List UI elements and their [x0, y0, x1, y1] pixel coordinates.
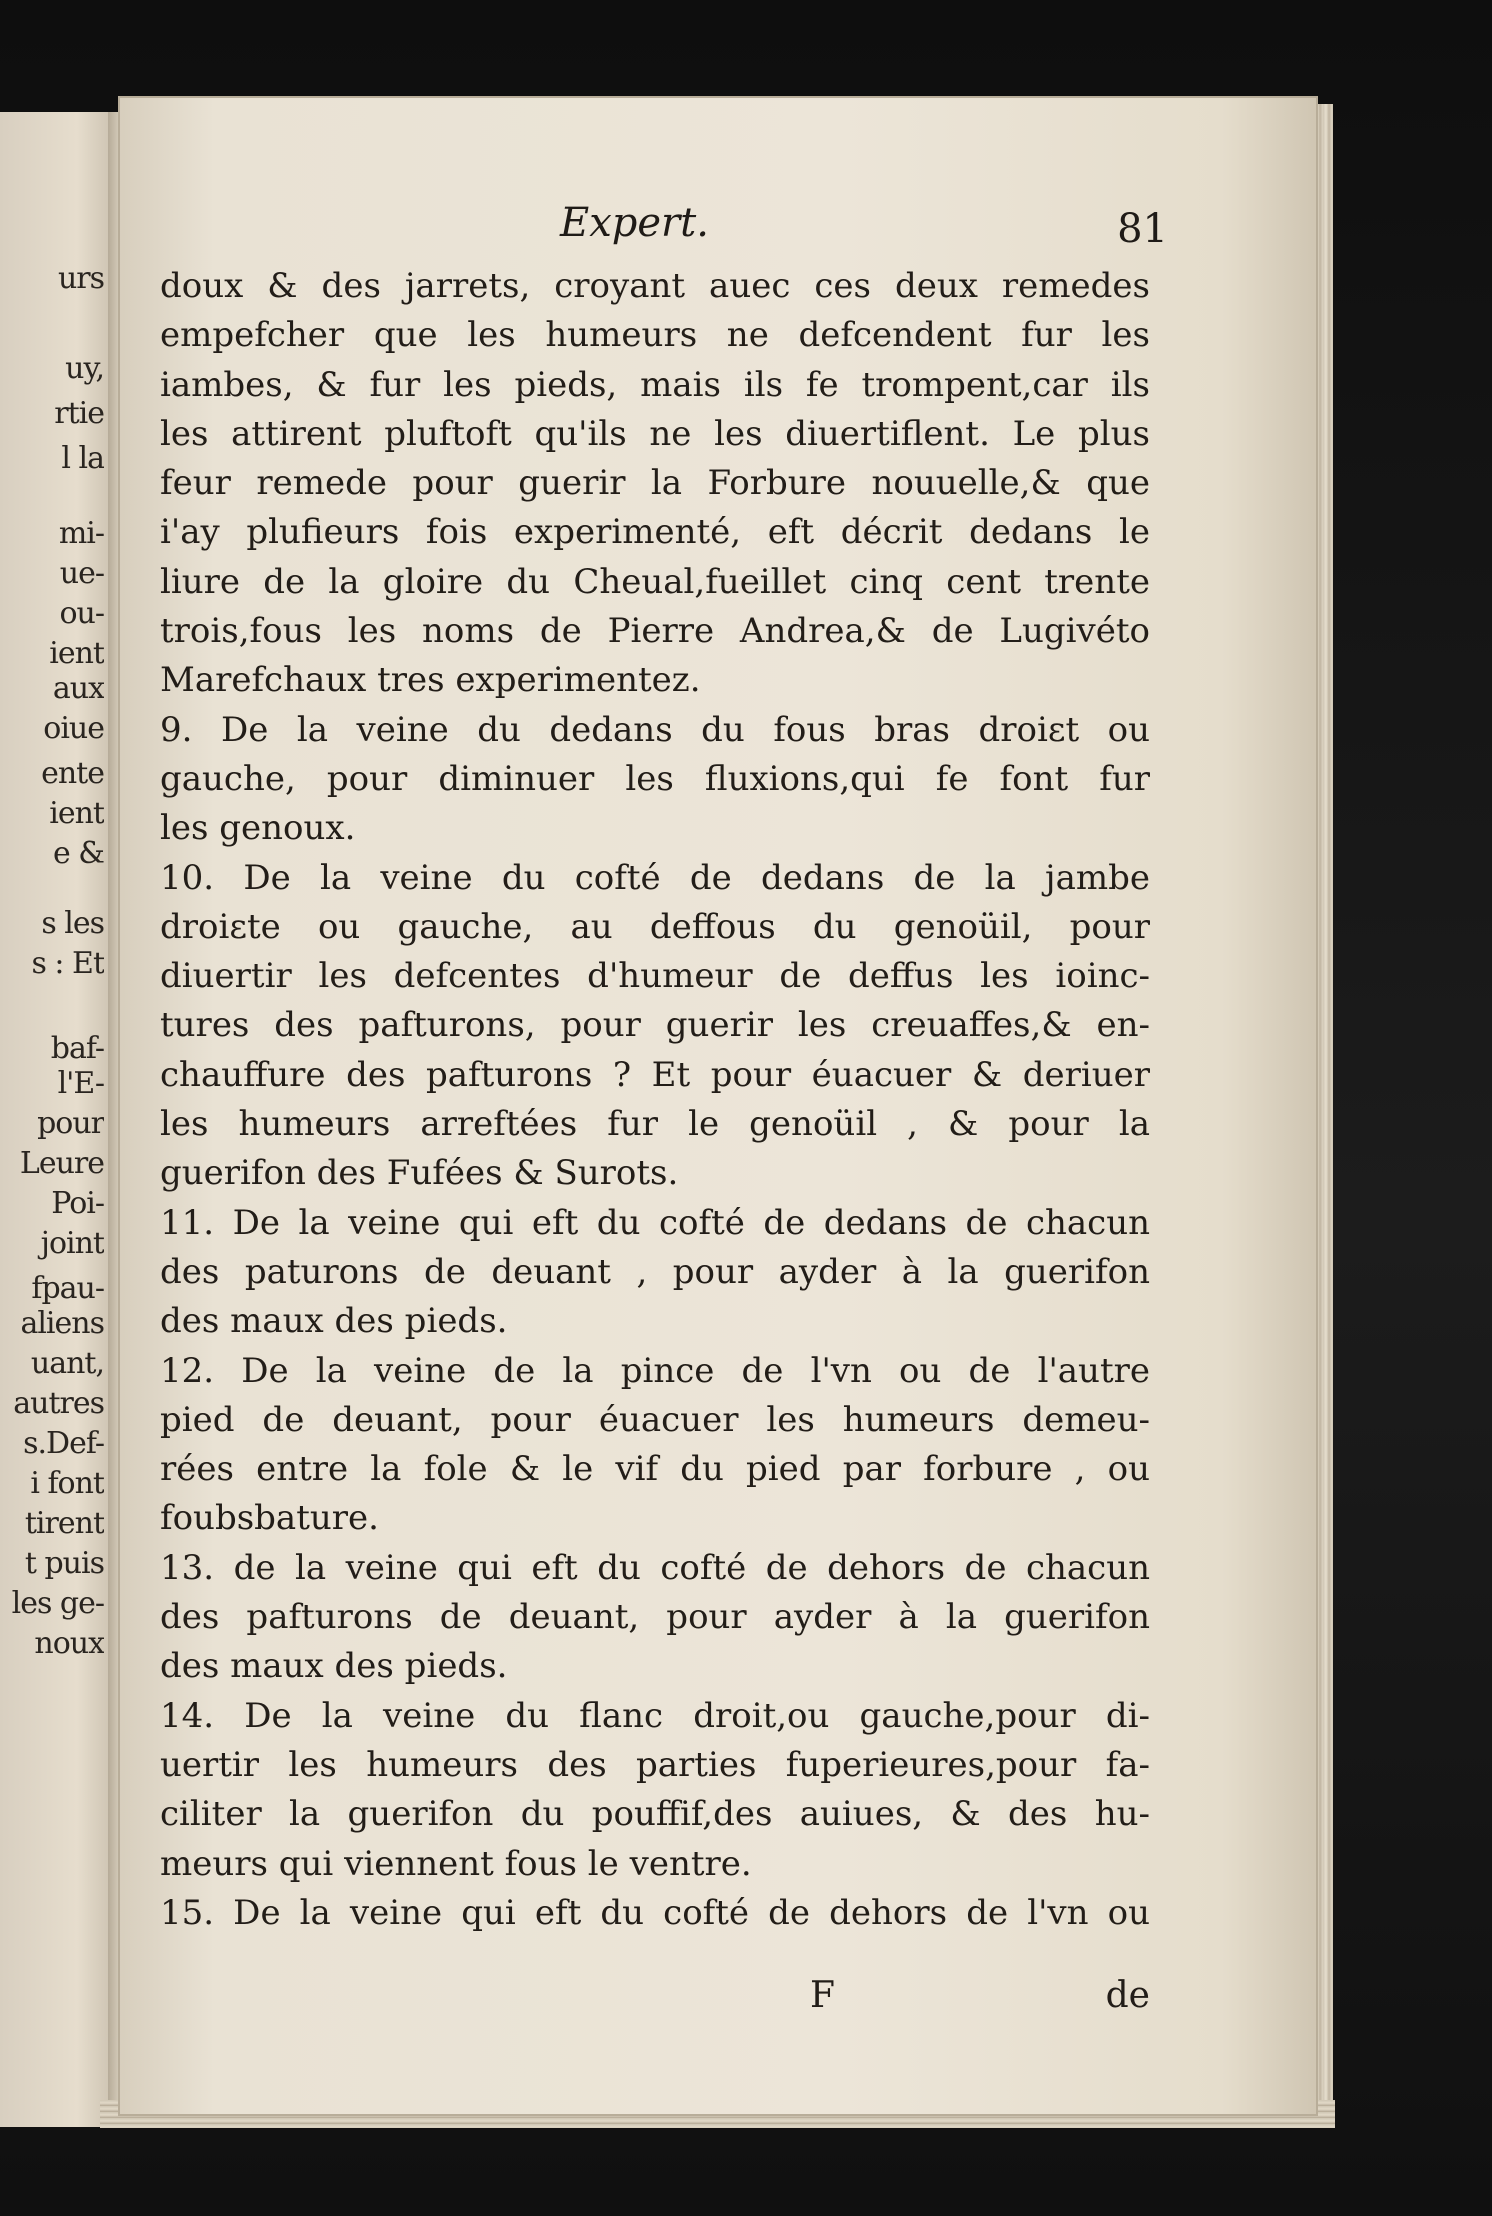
- page-number: 81: [1117, 206, 1168, 252]
- facing-page-fragment: s.Def-: [23, 1427, 104, 1461]
- facing-page-fragment: s les: [41, 907, 104, 941]
- text-line: doux & des jarrets, croyant auec ces deux remedes: [160, 266, 1150, 306]
- text-line: i'ay plufieurs fois experimenté, eft décrit dedans le: [160, 512, 1150, 553]
- text-line: des paturons de deuant , pour ayder à la guerifon: [160, 1251, 1150, 1292]
- text-line: 14. De la veine du flanc droit,ou gauche,pour di-: [160, 1695, 1150, 1736]
- text-line: diuertir les defcentes d'humeur de deffus les ioinc-: [160, 956, 1150, 997]
- catchword: de: [1105, 1975, 1150, 2016]
- facing-page-fragment: ente: [41, 757, 104, 791]
- text-line: liure de la gloire du Cheual,fueillet cinq cent trente: [160, 561, 1150, 602]
- facing-page-left: [0, 112, 112, 2127]
- facing-page-fragment: l'E-: [57, 1067, 104, 1101]
- facing-page-fragment: Poi-: [51, 1187, 104, 1221]
- facing-page-fragment: mi-: [58, 517, 104, 551]
- text-line: uertir les humeurs des parties fuperieures,pour fa-: [160, 1744, 1150, 1785]
- facing-page-fragment: uant,: [30, 1347, 104, 1381]
- facing-page-fragment: autres: [13, 1387, 104, 1421]
- facing-page-fragment: les ge-: [11, 1587, 104, 1621]
- facing-page-fragment: joint: [40, 1227, 104, 1261]
- facing-page-fragment: ue-: [59, 557, 104, 591]
- text-line: trois,fous les noms de Pierre Andrea,& de Lugivéto: [160, 611, 1150, 652]
- text-line: empefcher que les humeurs ne defcendent fur les: [160, 315, 1150, 356]
- text-line: rées entre la fole & le vif du pied par forbure , ou: [160, 1449, 1150, 1490]
- facing-page-fragment: pour: [37, 1107, 104, 1141]
- facing-page-fragment: i font: [30, 1467, 104, 1501]
- facing-page-fragment: rtie: [54, 397, 104, 431]
- facing-page-fragment: aux: [52, 672, 104, 706]
- running-head: Expert.: [560, 200, 709, 246]
- text-line: meurs qui viennent fous le ventre.: [160, 1843, 752, 1884]
- text-line: les attirent pluftoft qu'ils ne les diuertiflent. Le plus: [160, 413, 1150, 454]
- page-footer: [160, 1975, 1150, 2025]
- facing-page-fragment: baf-: [50, 1032, 104, 1066]
- facing-page-fragment: e &: [53, 837, 104, 871]
- text-line: les humeurs arreftées fur le genoüil , & pour la: [160, 1104, 1150, 1145]
- text-line: gauche, pour diminuer les fluxions,qui fe font fur: [160, 758, 1150, 799]
- text-line: tures des pafturons, pour guerir les creuaffes,& en-: [160, 1005, 1150, 1046]
- facing-page-fragment: aliens: [20, 1307, 104, 1341]
- text-line: foubsbature.: [160, 1498, 379, 1539]
- facing-page-fragment: urs: [57, 262, 104, 296]
- text-line: 12. De la veine de la pince de l'vn ou de l'autre: [160, 1350, 1150, 1391]
- facing-page-fragment: s : Et: [31, 947, 104, 981]
- text-line: chauffure des pafturons ? Et pour éuacuer & deriuer: [160, 1054, 1150, 1095]
- text-line: iambes, & fur les pieds, mais ils fe trompent,car ils: [160, 364, 1150, 405]
- text-line: des pafturons de deuant, pour ayder à la guerifon: [160, 1597, 1150, 1638]
- text-line: 13. de la veine qui eft du cofté de dehors de chacun: [160, 1547, 1150, 1588]
- facing-page-fragment: t puis: [24, 1547, 104, 1581]
- facing-page-fragment: tirent: [24, 1507, 104, 1541]
- facing-page-fragment: fpau-: [31, 1272, 104, 1306]
- text-line: feur remede pour guerir la Forbure nouuelle,& que: [160, 463, 1150, 504]
- text-line: droiɛte ou gauche, au deffous du genoüil, pour: [160, 906, 1150, 947]
- text-line: 10. De la veine du cofté de dedans de la jambe: [160, 857, 1150, 898]
- facing-page-fragment: oiue: [43, 712, 104, 746]
- facing-page-fragment: Leure: [19, 1147, 104, 1181]
- text-line: pied de deuant, pour éuacuer les humeurs demeu-: [160, 1399, 1150, 1440]
- text-line: 15. De la veine qui eft du cofté de dehors de l'vn ou: [160, 1892, 1150, 1933]
- text-line: 11. De la veine qui eft du cofté de dedans de chacun: [160, 1202, 1150, 1243]
- facing-page-fragment: ient: [49, 797, 104, 831]
- facing-page-fragment: ou-: [59, 597, 104, 631]
- page-header: [160, 200, 1168, 260]
- facing-page-fragment: noux: [34, 1627, 104, 1661]
- facing-page-fragment: l la: [61, 442, 104, 476]
- text-line: ciliter la guerifon du pouffif,des auiues, & des hu-: [160, 1794, 1150, 1835]
- text-line: Marefchaux tres experimentez.: [160, 660, 701, 701]
- body-text: [160, 262, 1150, 1938]
- text-line: des maux des pieds.: [160, 1301, 508, 1342]
- signature-mark: F: [810, 1975, 835, 2016]
- text-line: guerifon des Fufées & Surots.: [160, 1153, 679, 1194]
- text-line: 9. De la veine du dedans du fous bras droiɛt ou: [160, 709, 1150, 750]
- text-line: les genoux.: [160, 808, 356, 849]
- facing-page-fragment: ient: [49, 637, 104, 671]
- facing-page-fragment: uy,: [65, 352, 104, 386]
- text-line: des maux des pieds.: [160, 1646, 508, 1687]
